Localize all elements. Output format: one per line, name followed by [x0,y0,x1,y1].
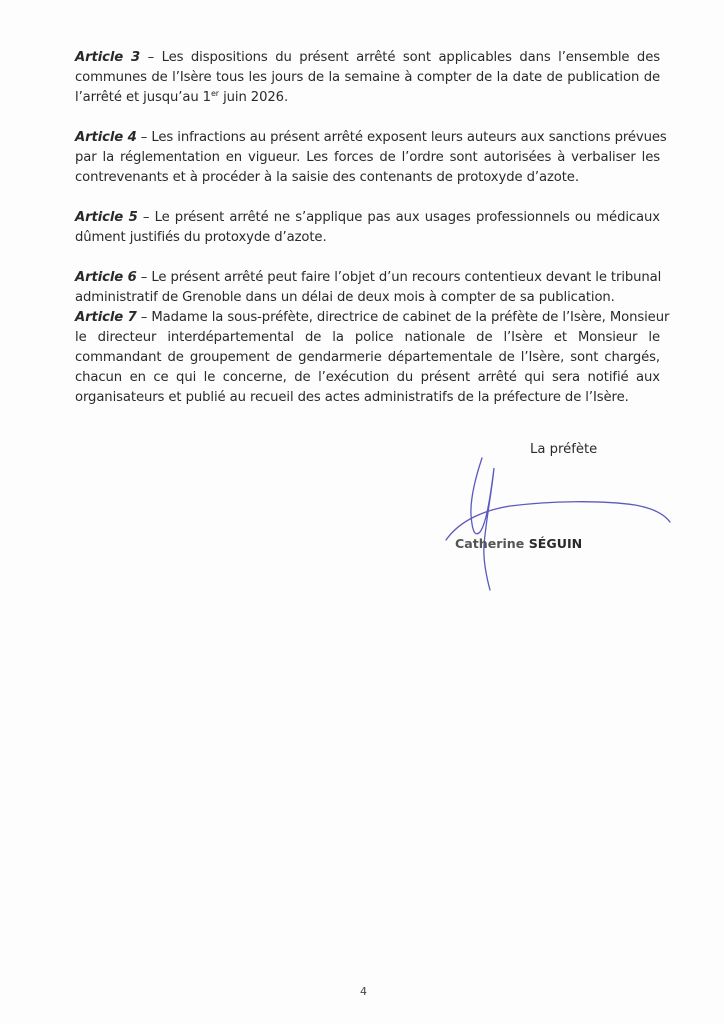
article-line [75,48,660,68]
article-text: – Le présent arrêté peut faire l’objet d’un recours contentieux devant le tribunal [136,270,662,285]
article-3 [75,48,660,108]
article-line: par la réglementation en vigueur. Les forces de l’ordre sont autorisées à verbaliser les [75,150,660,165]
article-line [75,88,660,108]
article-label: Article 6 [75,270,137,285]
article-line: le directeur interdépartemental de la police nationale de l’Isère et Monsieur le [75,330,660,345]
signatory-title: La préfète [530,442,598,457]
article-7 [75,308,670,408]
article-line [75,208,660,228]
article-line: communes de l’Isère tous les jours de la semaine à compter de la date de publication de [75,70,660,85]
article-4 [75,128,667,188]
article-line [75,268,660,288]
page-number: 4 [360,985,367,998]
signatory-name [455,535,582,553]
article-line [75,308,670,328]
signatory-last-name: SÉGUIN [528,536,583,551]
article-line: administratif de Grenoble dans un délai de deux mois à compter de sa publication. [75,290,615,305]
article-label: Article 7 [75,310,137,325]
article-text: – Madame la sous-préfète, directrice de cabinet de la préfète de l’Isère, Monsieur [136,310,670,325]
article-label: Article 3 [75,50,141,65]
handwritten-signature [440,450,680,600]
article-label: Article 4 [75,130,137,145]
article-line: organisateurs et publié au recueil des actes administratifs de la préfecture de l’Isère. [75,390,629,405]
article-6 [75,268,660,308]
article-line: contrevenants et à procéder à la saisie des contenants de protoxyde d’azote. [75,170,579,185]
article-5 [75,208,660,248]
article-line: chacun en ce qui le concerne, de l’exécution du présent arrêté qui sera notifié aux [75,370,660,385]
article-text: juin 2026. [218,90,289,105]
article-line: dûment justifiés du protoxyde d’azote. [75,230,327,245]
article-line [75,128,667,148]
article-text: – Les infractions au présent arrêté exposent leurs auteurs aux sanctions prévues [136,130,667,145]
article-label: Article 5 [75,210,138,225]
article-text: – Le présent arrêté ne s’applique pas aux usages professionnels ou médicaux [137,210,660,225]
superscript: er [210,89,219,98]
article-text: – Les dispositions du présent arrêté sont applicables dans l’ensemble des [140,50,660,65]
article-text: l’arrêté et jusqu’au 1 [75,90,211,105]
article-line: commandant de groupement de gendarmerie départementale de l’Isère, sont chargés, [75,350,660,365]
signatory-first-name: Catherine [455,536,525,551]
signature-stroke [471,458,494,590]
